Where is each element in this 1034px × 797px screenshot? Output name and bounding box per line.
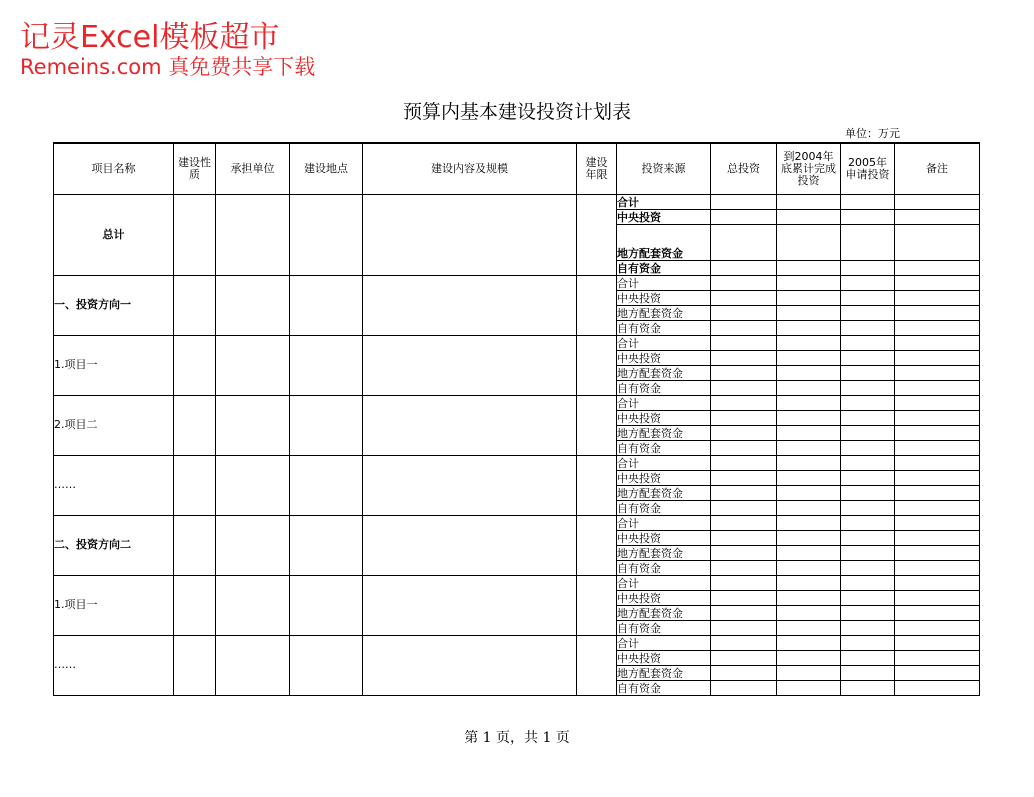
remarks-cell	[895, 290, 980, 305]
request-2005-cell	[841, 605, 895, 620]
remarks-cell	[895, 365, 980, 380]
header-request-2005: 2005年申请投资	[841, 143, 895, 194]
total-investment-cell	[711, 209, 777, 224]
page-title: 预算内基本建设投资计划表	[402, 101, 631, 123]
fund-source-cell: 中央投资	[617, 530, 711, 545]
total-investment-cell	[711, 575, 777, 590]
location-cell	[290, 335, 363, 395]
construction-type-cell	[174, 575, 216, 635]
cumulative-2004-cell	[777, 335, 841, 350]
project-name-cell: 总计	[54, 194, 174, 275]
total-investment-cell	[711, 515, 777, 530]
cumulative-2004-cell	[777, 425, 841, 440]
fund-source-cell: 地方配套资金	[617, 485, 711, 500]
remarks-cell	[895, 620, 980, 635]
total-investment-cell	[711, 530, 777, 545]
cumulative-2004-cell	[777, 365, 841, 380]
location-cell	[290, 575, 363, 635]
total-investment-cell	[711, 335, 777, 350]
watermark-subtitle: Remeins.com 真免费共享下载	[20, 55, 316, 79]
cumulative-2004-cell	[777, 395, 841, 410]
project-name-cell: 1.项目一	[54, 575, 174, 635]
remarks-cell	[895, 575, 980, 590]
cumulative-2004-cell	[777, 209, 841, 224]
remarks-cell	[895, 635, 980, 650]
fund-source-cell: 地方配套资金	[617, 425, 711, 440]
content-scale-cell	[363, 395, 577, 455]
request-2005-cell	[841, 380, 895, 395]
undertaking-unit-cell	[216, 515, 290, 575]
remarks-cell	[895, 455, 980, 470]
remarks-cell	[895, 530, 980, 545]
fund-source-cell: 合计	[617, 455, 711, 470]
undertaking-unit-cell	[216, 575, 290, 635]
request-2005-cell	[841, 635, 895, 650]
cumulative-2004-cell	[777, 440, 841, 455]
request-2005-cell	[841, 305, 895, 320]
request-2005-cell	[841, 560, 895, 575]
cumulative-2004-cell	[777, 500, 841, 515]
project-name-cell: 一、投资方向一	[54, 275, 174, 335]
content-scale-cell	[363, 635, 577, 695]
fund-source-cell: 地方配套资金	[617, 305, 711, 320]
cumulative-2004-cell	[777, 620, 841, 635]
remarks-cell	[895, 470, 980, 485]
header-project-name: 项目名称	[54, 143, 174, 194]
construction-type-cell	[174, 635, 216, 695]
construction-type-cell	[174, 515, 216, 575]
fund-source-cell: 中央投资	[617, 410, 711, 425]
remarks-cell	[895, 275, 980, 290]
remarks-cell	[895, 350, 980, 365]
request-2005-cell	[841, 470, 895, 485]
duration-cell	[577, 194, 617, 275]
total-investment-cell	[711, 455, 777, 470]
project-name-cell: ……	[54, 455, 174, 515]
remarks-cell	[895, 500, 980, 515]
total-investment-cell	[711, 290, 777, 305]
cumulative-2004-cell	[777, 275, 841, 290]
request-2005-cell	[841, 365, 895, 380]
fund-source-cell: 合计	[617, 275, 711, 290]
total-investment-cell	[711, 440, 777, 455]
cumulative-2004-cell	[777, 350, 841, 365]
fund-source-cell: 中央投资	[617, 650, 711, 665]
total-investment-cell	[711, 500, 777, 515]
construction-type-cell	[174, 194, 216, 275]
cumulative-2004-cell	[777, 515, 841, 530]
cumulative-2004-cell	[777, 410, 841, 425]
total-investment-cell	[711, 545, 777, 560]
fund-source-cell: 自有资金	[617, 440, 711, 455]
total-investment-cell	[711, 650, 777, 665]
fund-source-cell: 自有资金	[617, 320, 711, 335]
remarks-cell	[895, 209, 980, 224]
content-scale-cell	[363, 515, 577, 575]
project-name-cell: ……	[54, 635, 174, 695]
fund-source-cell: 合计	[617, 635, 711, 650]
cumulative-2004-cell	[777, 380, 841, 395]
request-2005-cell	[841, 485, 895, 500]
table-row	[54, 194, 980, 209]
table-row	[54, 275, 980, 290]
remarks-cell	[895, 410, 980, 425]
fund-source-cell: 自有资金	[617, 500, 711, 515]
unit-label: 单位：万元	[845, 127, 900, 140]
remarks-cell	[895, 605, 980, 620]
request-2005-cell	[841, 260, 895, 275]
table-row	[54, 515, 980, 530]
location-cell	[290, 275, 363, 335]
total-investment-cell	[711, 365, 777, 380]
construction-type-cell	[174, 335, 216, 395]
duration-cell	[577, 575, 617, 635]
page-footer: 第 1 页，共 1 页	[464, 730, 570, 746]
request-2005-cell	[841, 335, 895, 350]
remarks-cell	[895, 650, 980, 665]
header-cumulative-2004: 到2004年底累计完成投资	[777, 143, 841, 194]
header-total-investment: 总投资	[711, 143, 777, 194]
cumulative-2004-cell	[777, 590, 841, 605]
content-scale-cell	[363, 275, 577, 335]
cumulative-2004-cell	[777, 605, 841, 620]
total-investment-cell	[711, 605, 777, 620]
cumulative-2004-cell	[777, 665, 841, 680]
fund-source-cell: 地方配套资金	[617, 665, 711, 680]
undertaking-unit-cell	[216, 455, 290, 515]
total-investment-cell	[711, 590, 777, 605]
fund-source-cell: 中央投资	[617, 350, 711, 365]
fund-source-cell: 地方配套资金	[617, 545, 711, 560]
duration-cell	[577, 335, 617, 395]
remarks-cell	[895, 515, 980, 530]
project-name-cell: 2.项目二	[54, 395, 174, 455]
cumulative-2004-cell	[777, 485, 841, 500]
fund-source-cell: 合计	[617, 395, 711, 410]
request-2005-cell	[841, 545, 895, 560]
undertaking-unit-cell	[216, 335, 290, 395]
undertaking-unit-cell	[216, 635, 290, 695]
location-cell	[290, 515, 363, 575]
cumulative-2004-cell	[777, 470, 841, 485]
table-row	[54, 635, 980, 650]
duration-cell	[577, 275, 617, 335]
fund-source-cell: 合计	[617, 575, 711, 590]
fund-source-cell: 自有资金	[617, 620, 711, 635]
fund-source-cell: 中央投资	[617, 590, 711, 605]
cumulative-2004-cell	[777, 224, 841, 260]
total-investment-cell	[711, 410, 777, 425]
remarks-cell	[895, 395, 980, 410]
cumulative-2004-cell	[777, 575, 841, 590]
cumulative-2004-cell	[777, 680, 841, 695]
total-investment-cell	[711, 425, 777, 440]
location-cell	[290, 395, 363, 455]
request-2005-cell	[841, 290, 895, 305]
fund-source-cell: 地方配套资金	[617, 365, 711, 380]
construction-type-cell	[174, 275, 216, 335]
request-2005-cell	[841, 500, 895, 515]
header-location: 建设地点	[290, 143, 363, 194]
remarks-cell	[895, 305, 980, 320]
fund-source-cell: 自有资金	[617, 560, 711, 575]
header-construction-type: 建设性质	[174, 143, 216, 194]
cumulative-2004-cell	[777, 560, 841, 575]
header-remarks: 备注	[895, 143, 980, 194]
total-investment-cell	[711, 470, 777, 485]
location-cell	[290, 635, 363, 695]
undertaking-unit-cell	[216, 275, 290, 335]
total-investment-cell	[711, 380, 777, 395]
header-undertaking-unit: 承担单位	[216, 143, 290, 194]
fund-source-cell: 地方配套资金	[617, 605, 711, 620]
request-2005-cell	[841, 395, 895, 410]
budget-table	[53, 142, 980, 696]
total-investment-cell	[711, 224, 777, 260]
total-investment-cell	[711, 665, 777, 680]
project-name-cell: 1.项目一	[54, 335, 174, 395]
undertaking-unit-cell	[216, 194, 290, 275]
remarks-cell	[895, 335, 980, 350]
remarks-cell	[895, 320, 980, 335]
header-duration: 建设年限	[577, 143, 617, 194]
duration-cell	[577, 515, 617, 575]
cumulative-2004-cell	[777, 194, 841, 209]
remarks-cell	[895, 380, 980, 395]
total-investment-cell	[711, 560, 777, 575]
content-scale-cell	[363, 194, 577, 275]
request-2005-cell	[841, 275, 895, 290]
remarks-cell	[895, 590, 980, 605]
table-body	[54, 194, 980, 695]
total-investment-cell	[711, 680, 777, 695]
fund-source-cell: 自有资金	[617, 260, 711, 275]
fund-source-cell: 中央投资	[617, 209, 711, 224]
remarks-cell	[895, 260, 980, 275]
table-row	[54, 575, 980, 590]
fund-source-cell: 地方配套资金	[617, 224, 711, 260]
remarks-cell	[895, 545, 980, 560]
total-investment-cell	[711, 275, 777, 290]
request-2005-cell	[841, 194, 895, 209]
request-2005-cell	[841, 530, 895, 545]
cumulative-2004-cell	[777, 260, 841, 275]
request-2005-cell	[841, 650, 895, 665]
cumulative-2004-cell	[777, 650, 841, 665]
request-2005-cell	[841, 224, 895, 260]
cumulative-2004-cell	[777, 305, 841, 320]
total-investment-cell	[711, 635, 777, 650]
header-fund-source: 投资来源	[617, 143, 711, 194]
cumulative-2004-cell	[777, 320, 841, 335]
total-investment-cell	[711, 620, 777, 635]
remarks-cell	[895, 425, 980, 440]
total-investment-cell	[711, 350, 777, 365]
fund-source-cell: 合计	[617, 335, 711, 350]
duration-cell	[577, 395, 617, 455]
remarks-cell	[895, 485, 980, 500]
total-investment-cell	[711, 485, 777, 500]
content-scale-cell	[363, 575, 577, 635]
cumulative-2004-cell	[777, 290, 841, 305]
construction-type-cell	[174, 455, 216, 515]
request-2005-cell	[841, 440, 895, 455]
duration-cell	[577, 635, 617, 695]
remarks-cell	[895, 224, 980, 260]
request-2005-cell	[841, 455, 895, 470]
content-scale-cell	[363, 455, 577, 515]
request-2005-cell	[841, 575, 895, 590]
request-2005-cell	[841, 209, 895, 224]
request-2005-cell	[841, 590, 895, 605]
remarks-cell	[895, 194, 980, 209]
total-investment-cell	[711, 260, 777, 275]
request-2005-cell	[841, 350, 895, 365]
undertaking-unit-cell	[216, 395, 290, 455]
cumulative-2004-cell	[777, 455, 841, 470]
request-2005-cell	[841, 665, 895, 680]
total-investment-cell	[711, 194, 777, 209]
request-2005-cell	[841, 320, 895, 335]
table-row	[54, 455, 980, 470]
remarks-cell	[895, 680, 980, 695]
fund-source-cell: 中央投资	[617, 290, 711, 305]
watermark-title: 记灵Excel模板超市	[20, 20, 280, 55]
fund-source-cell: 自有资金	[617, 380, 711, 395]
cumulative-2004-cell	[777, 635, 841, 650]
header-row	[54, 143, 980, 194]
fund-source-cell: 合计	[617, 515, 711, 530]
content-scale-cell	[363, 335, 577, 395]
remarks-cell	[895, 665, 980, 680]
total-investment-cell	[711, 320, 777, 335]
request-2005-cell	[841, 620, 895, 635]
location-cell	[290, 194, 363, 275]
total-investment-cell	[711, 395, 777, 410]
construction-type-cell	[174, 395, 216, 455]
fund-source-cell: 自有资金	[617, 680, 711, 695]
cumulative-2004-cell	[777, 545, 841, 560]
project-name-cell: 二、投资方向二	[54, 515, 174, 575]
request-2005-cell	[841, 680, 895, 695]
cumulative-2004-cell	[777, 530, 841, 545]
header-content-scale: 建设内容及规模	[363, 143, 577, 194]
table-row	[54, 395, 980, 410]
location-cell	[290, 455, 363, 515]
duration-cell	[577, 455, 617, 515]
request-2005-cell	[841, 425, 895, 440]
fund-source-cell: 合计	[617, 194, 711, 209]
fund-source-cell: 中央投资	[617, 470, 711, 485]
request-2005-cell	[841, 515, 895, 530]
request-2005-cell	[841, 410, 895, 425]
remarks-cell	[895, 560, 980, 575]
table-row	[54, 335, 980, 350]
remarks-cell	[895, 440, 980, 455]
total-investment-cell	[711, 305, 777, 320]
